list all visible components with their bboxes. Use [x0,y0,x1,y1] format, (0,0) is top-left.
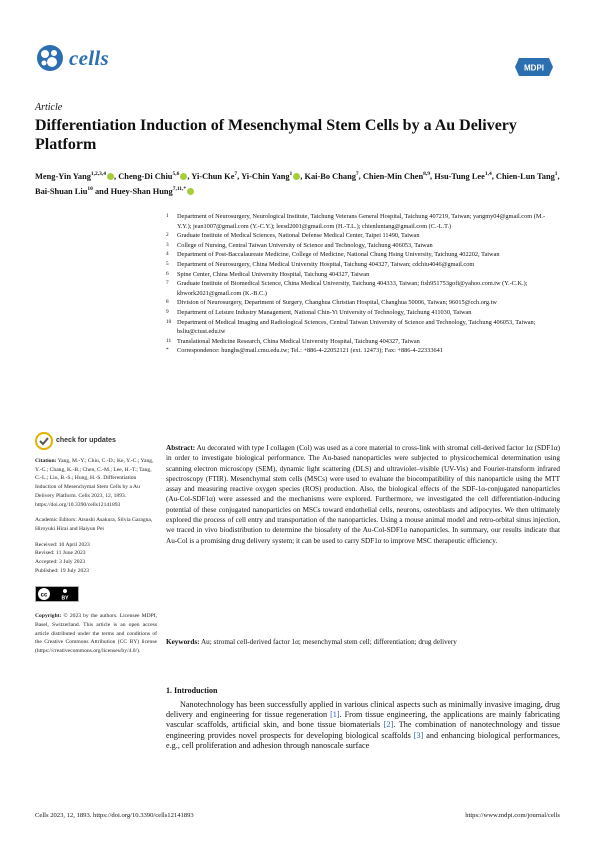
academic-editors-block [35,516,157,533]
author-name: Kai-Bo Chang [304,171,356,181]
article-title: Differentiation Induction of Mesenchymal Stem Cells by a Au Delivery Platform [35,117,517,153]
affiliation-number: 6 [166,270,169,277]
affiliation-item [166,337,556,347]
footer-citation: Cells 2023, 12, 1893. https://doi.org/10.3390/cells12141893 [35,812,194,819]
check-for-updates-button[interactable] [35,432,157,450]
author-name: Huey-Shan Hung [110,186,173,196]
citation-text: Yang, M.-Y.; Chiu, C.-D.; Ke, Y.-C.; Yang, Y.-C.; Chang, K.-B.; Chen, C.-M.; Lee, H.-T.; Tang, C.-L.; Liu, B.-S.; Hung, H.-S. Differentiation Induction of Mesenchymal Stem Cells by a Au Delivery Platform. Cells 2023, 12, 1893. https://doi.org/10.3390/cells12141893 [35,458,154,508]
author-affiliation-marker: 5,6 [172,171,180,177]
affiliation-number: 7 [166,280,169,287]
affiliation-text: Graduate Institute of Biomedical Science, China Medical University, Taichung 404333, Taiwan; fish951753gofi@yahoo.com.tw (Y.-C.K.); kbwork2021@gmail.com (K.-B.C.) [177,280,528,297]
author-name: Meng-Yin Yang [35,171,91,181]
author-name: Yi-Chun Ke [191,171,235,181]
revised-date: Revised: 11 June 2023 [35,550,86,557]
intro-text-1: Nanotechnology has been successfully applied in various clinical aspects such as minimally invasive imaging, drug delivery and engineering for tissue regeneration [166,700,560,720]
author-affiliation-marker: 7 [355,171,359,177]
intro-text-4: and enhancing biological performances, e.g., cell proliferation and adhesion through nanoscale surface [166,730,560,750]
received-date: Received: 10 April 2023 [35,541,90,548]
copyright-block [35,612,157,656]
affiliation-item [166,260,556,270]
affiliation-item [166,298,556,308]
affiliation-item [166,212,556,231]
author-affiliation-marker: 1 [554,171,558,177]
affiliation-text: Department of Neurosurgery, China Medical University Hospital, Taichung 404327, Taiwan; cdchiu4046@gmail.com [177,260,475,268]
affiliation-text: Graduate Institute of Medical Sciences, National Defense Medical Center, Taipei 11490, Taiwan [177,232,420,240]
affiliation-item [166,346,556,356]
academic-editors-label: Academic Editors: [35,517,77,524]
author-affiliation-marker: 1 [289,171,293,177]
check-for-updates-icon [35,432,53,450]
author-name: Chien-Min Chen [362,171,424,181]
citation-block [35,457,157,509]
affiliation-number: 10 [166,318,172,325]
author-name: Cheng-Di Chiu [118,171,173,181]
copyright-text: © 2023 by the authors. Licensee MDPI, Basel, Switzerland. This article is an open access article distributed under the terms and conditions of the Creative Commons Attribution (CC BY) license (https://creativecommons.org/licenses/by/4.0/). [35,613,157,654]
journal-logo [35,43,109,73]
author-name: Chien-Lun Tang [495,171,555,181]
affiliation-text: Translational Medicine Research, China Medical University Hospital, Taichung 404327, Taiwan [177,337,420,345]
author-affiliation-marker: 7,11,* [172,185,187,192]
affiliation-number: 1 [166,213,169,219]
orcid-icon[interactable] [107,173,114,180]
citation-link-3[interactable]: [3] [413,730,424,740]
article-type: Article [35,102,63,113]
svg-text:BY: BY [61,595,69,602]
published-date: Published: 19 July 2023 [35,567,89,574]
keywords-text: Au; stromal cell-derived factor 1α; mesenchymal stem cell; differentiation; drug delivery [200,638,457,646]
affiliation-item [166,318,556,337]
affiliation-text: Spine Center, China Medical University Hospital, Taichung 404327, Taiwan [177,270,370,278]
author-separator: , [491,171,496,181]
check-for-updates-label: check for updates [56,437,116,445]
academic-editors: Atsushi Asakura, Silvia Garagna, Hiroyuki Hirai and Haiyun Pei [35,517,153,532]
author-separator: , [237,171,242,181]
section-heading-introduction: 1. Introduction [166,686,218,695]
introduction-paragraph [166,700,560,751]
keywords [166,637,560,647]
affiliation-number: 5 [166,260,169,267]
author-separator: , [430,171,435,181]
footer-journal-url[interactable]: https://www.mdpi.com/journal/cells [465,812,560,819]
dates-block [35,541,157,576]
author-affiliation-marker: 1,4 [484,171,492,177]
affiliation-number: 8 [166,299,169,306]
abstract [166,443,560,546]
affiliation-text: Correspondence: hunghs@mail.cmu.edu.tw; Tel.: +886-4-22052121 (ext. 12473); Fax: +886-4-22333641 [177,347,443,355]
citation-label: Citation: [35,458,57,464]
author-affiliation-marker: 7 [234,171,238,177]
citation-link-2[interactable]: [2] [383,720,394,730]
affiliation-number: 4 [166,251,169,258]
author-affiliation-marker: 8,9 [423,171,430,177]
cc-by-license-icon[interactable] [35,586,79,602]
orcid-icon[interactable] [187,188,194,195]
copyright-label: Copyright: [35,613,62,620]
affiliation-text: Department of Leisure Industry Management, National Chin-Yi University of Technology, Taichung 411030, Taiwan [177,308,472,316]
abstract-text: Au decorated with type I collagen (Col) was used as a core material to cross-link with stromal cell-derived factor 1α (SDF1α) in order to investigate biological performance. The Au-based nanoparticles were subjected to physicochemical determination using scanning electron microscopy (SEM), dynamic light scattering (DLS) and ultraviolet–visible (UV-Vis) and Fourier-transform infrared spectroscopy (FTIR). Mesenchymal stem cells (MSCs) were used to evaluate the biocompatibility of this nanoparticle using the MTT assay and measuring reactive oxygen species (ROS) production. Also, the biological effects of the SDF-1α-conjugated nanoparticles (Au-Col-SDF1α) were assessed and the mechanisms were explored. Furthermore, we investigated the cell differentiation-inducing potential of these conjugated nanoparticles on MSCs toward endothelial cells, neurons, osteoblasts and adipocytes. We then ultimately explored the process of cell entry and transportation of the nanoparticles. Using a mouse animal model and retro-orbital sinus injection, we traced in vivo biodistribution to determine the biosafety of the Au-Col-SDF1α nanoparticles. In summary, our results indicate that Au-Col is a promising drug delivery system; it can be used to carry SDF1α to improve MSC therapeutic efficiency. [166,444,560,545]
intro-text-2: . From tissue engineering, the applications are mainly fabricating vascular scaffolds, artificial skin, and bone tissue biomaterials [166,710,561,730]
journal-name: cells [69,45,109,70]
author-name: Yi-Chin Yang [241,171,290,181]
author-separator: , [114,171,119,181]
affiliation-text: College of Nursing, Central Taiwan University of Science and Technology, Taichung 406053, Taiwan [177,241,433,249]
affiliation-item [166,270,556,280]
affiliation-text: Department of Medical Imaging and Radiological Sciences, Central Taiwan University of Science and Technology, Taichung 406053, Taiwan; bsliu@ctust.edu.tw [177,318,536,336]
author-list [35,168,560,198]
citation-link-1[interactable]: [1] [330,710,340,720]
affiliation-item [166,279,556,298]
affiliation-item [166,250,556,260]
affiliation-number: 2 [166,232,169,239]
affiliation-text: Department of Post-Baccalaureate Medicine, College of Medicine, National Chung Hsing University, Taichung 402202, Taiwan [177,251,500,259]
abstract-label: Abstract: [166,444,196,452]
affiliation-list [166,212,556,356]
author-separator: and [92,186,111,196]
author-separator: , [300,171,305,181]
publisher-name: MDPI [524,63,544,73]
author-affiliation-marker: 10 [87,185,93,192]
author-separator: , [358,171,363,181]
affiliation-number: 11 [166,337,172,344]
author-separator: , [187,171,192,181]
author-name: Hsu-Tung Lee [434,171,485,181]
author-affiliation-marker: 1,2,3,4 [90,171,107,177]
affiliation-item [166,308,556,318]
author-separator: , [557,171,560,181]
affiliation-number: 3 [166,241,169,248]
keywords-label: Keywords: [166,638,200,646]
svg-text:cc: cc [40,592,48,599]
affiliation-text: Division of Neurosurgery, Department of Surgery, Changhua Christian Hospital, Changhua 50006, Taiwan; 96015@cch.org.tw [177,299,497,307]
affiliation-number: * [166,347,169,354]
mdpi-logo-icon [515,58,553,76]
affiliation-item [166,231,556,241]
accepted-date: Accepted: 3 July 2023 [35,559,86,566]
cells-logo-icon [35,43,65,73]
affiliation-item [166,241,556,251]
affiliation-number: 9 [166,308,169,315]
article-info-sidebar [35,432,157,663]
affiliation-text: Department of Neurosurgery, Neurological Institute, Taichung Veterans General Hospital, Taichung 407219, Taiwan; yangmy04@gmail.com (M.-Y.Y.); jean1007@gmail.com (Y.-C.Y.); leesd2001@gmail.com (H.-T.L.); chienluntang@gmail.com (C.-L.T.) [177,213,546,230]
intro-text-3: . The combination of nanotechnology and tissue engineering provides novel prospects for developing biological scaffolds [166,720,560,740]
author-name: Bai-Shuan Liu [35,186,88,196]
